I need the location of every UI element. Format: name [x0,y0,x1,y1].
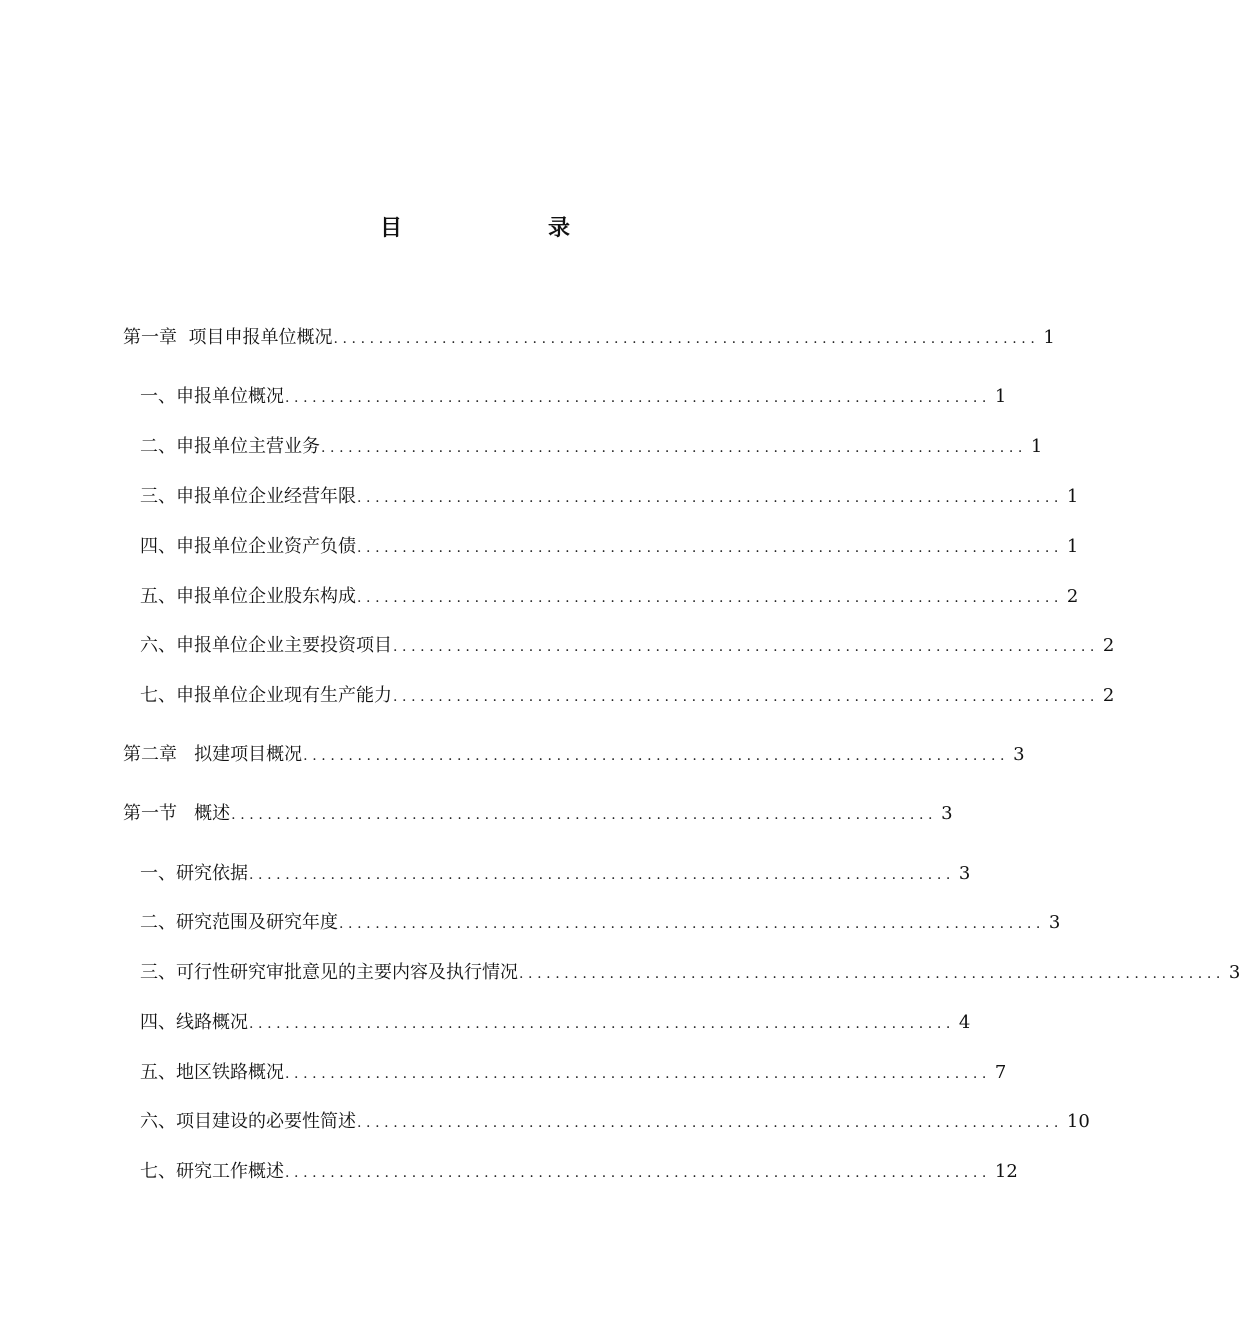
toc-entry-label: 五、申报单位企业股东构成 [140,586,356,607]
toc-entry[interactable] [0,681,1115,711]
toc-entry-page: 2 [1102,635,1115,656]
toc-entry-label: 五、地区铁路概况 [140,1062,284,1083]
dot-leader: .............................................................................. [333,331,1040,347]
toc-entry[interactable] [0,1107,1090,1137]
dot-leader: .............................................................................. [339,916,1045,932]
toc-entry-page: 7 [994,1062,1007,1083]
toc-entry-page: 3 [958,863,971,884]
toc-entry-label: 第一章 项目申报单位概况 [123,327,333,348]
toc-entry-label: 二、申报单位主营业务 [140,436,320,457]
dot-leader: .............................................................................. [303,748,1010,764]
toc-entry-page: 1 [1043,327,1055,348]
dot-leader: .............................................................................. [357,490,1063,506]
toc-entry[interactable] [0,631,1115,661]
toc-entry[interactable] [0,382,1007,412]
dot-leader: .............................................................................. [285,390,991,406]
toc-entry[interactable] [0,532,1079,562]
toc-entry-page: 1 [1066,536,1079,557]
dot-leader: .............................................................................. [285,1165,991,1181]
toc-entry-page: 12 [994,1161,1018,1182]
toc-entry-page: 3 [1048,912,1061,933]
toc-entry-label: 一、申报单位概况 [140,386,284,407]
toc-entry[interactable] [0,582,1079,612]
toc-entry-label: 六、申报单位企业主要投资项目 [140,635,392,656]
dot-leader: .............................................................................. [285,1066,991,1082]
dot-leader: .............................................................................. [231,807,938,823]
toc-entry-label: 四、线路概况 [140,1012,248,1033]
toc-entry-label: 三、可行性研究审批意见的主要内容及执行情况 [140,962,518,983]
toc-entry-page: 1 [994,386,1007,407]
toc-entry[interactable] [0,958,1240,988]
toc-entry-page: 3 [1228,962,1240,983]
toc-entry-label: 七、研究工作概述 [140,1161,284,1182]
toc-entry[interactable] [0,908,1061,938]
toc-entry-label: 第一节 概述 [123,803,231,824]
toc-entry[interactable] [0,859,971,889]
toc-entry[interactable] [0,1058,1007,1088]
toc-entry[interactable] [0,432,1043,462]
dot-leader: .............................................................................. [249,867,955,883]
toc-entry[interactable] [0,482,1079,512]
toc-entry[interactable] [0,1008,971,1038]
dot-leader: .............................................................................. [393,689,1099,705]
toc-entry-label: 四、申报单位企业资产负债 [140,536,356,557]
dot-leader: .............................................................................. [249,1016,955,1032]
dot-leader: .............................................................................. [357,1115,1063,1131]
dot-leader: .............................................................................. [393,639,1099,655]
toc-entry-page: 10 [1066,1111,1090,1132]
dot-leader: .............................................................................. [357,540,1063,556]
toc-entry-label: 六、项目建设的必要性简述 [140,1111,356,1132]
toc-entry-page: 4 [958,1012,971,1033]
toc-entry-label: 第二章 拟建项目概况 [123,744,303,765]
toc-entry-label: 二、研究范围及研究年度 [140,912,338,933]
toc-entry-label: 一、研究依据 [140,863,248,884]
toc-entry[interactable] [0,740,1025,770]
toc-entry-page: 2 [1102,685,1115,706]
toc-entry[interactable] [0,1157,1018,1187]
toc-title: 目 录 [379,216,632,241]
toc-entry[interactable] [0,799,953,829]
dot-leader: .............................................................................. [519,966,1225,982]
dot-leader: .............................................................................. [321,440,1027,456]
toc-entry-page: 1 [1030,436,1043,457]
toc-entry-page: 1 [1066,486,1079,507]
toc-entry-label: 三、申报单位企业经营年限 [140,486,356,507]
toc-entry-label: 七、申报单位企业现有生产能力 [140,685,392,706]
dot-leader: .............................................................................. [357,590,1063,606]
toc-entry[interactable] [0,323,1055,353]
toc-entry-page: 2 [1066,586,1079,607]
toc-entry-page: 3 [941,803,953,824]
toc-entry-page: 3 [1013,744,1025,765]
